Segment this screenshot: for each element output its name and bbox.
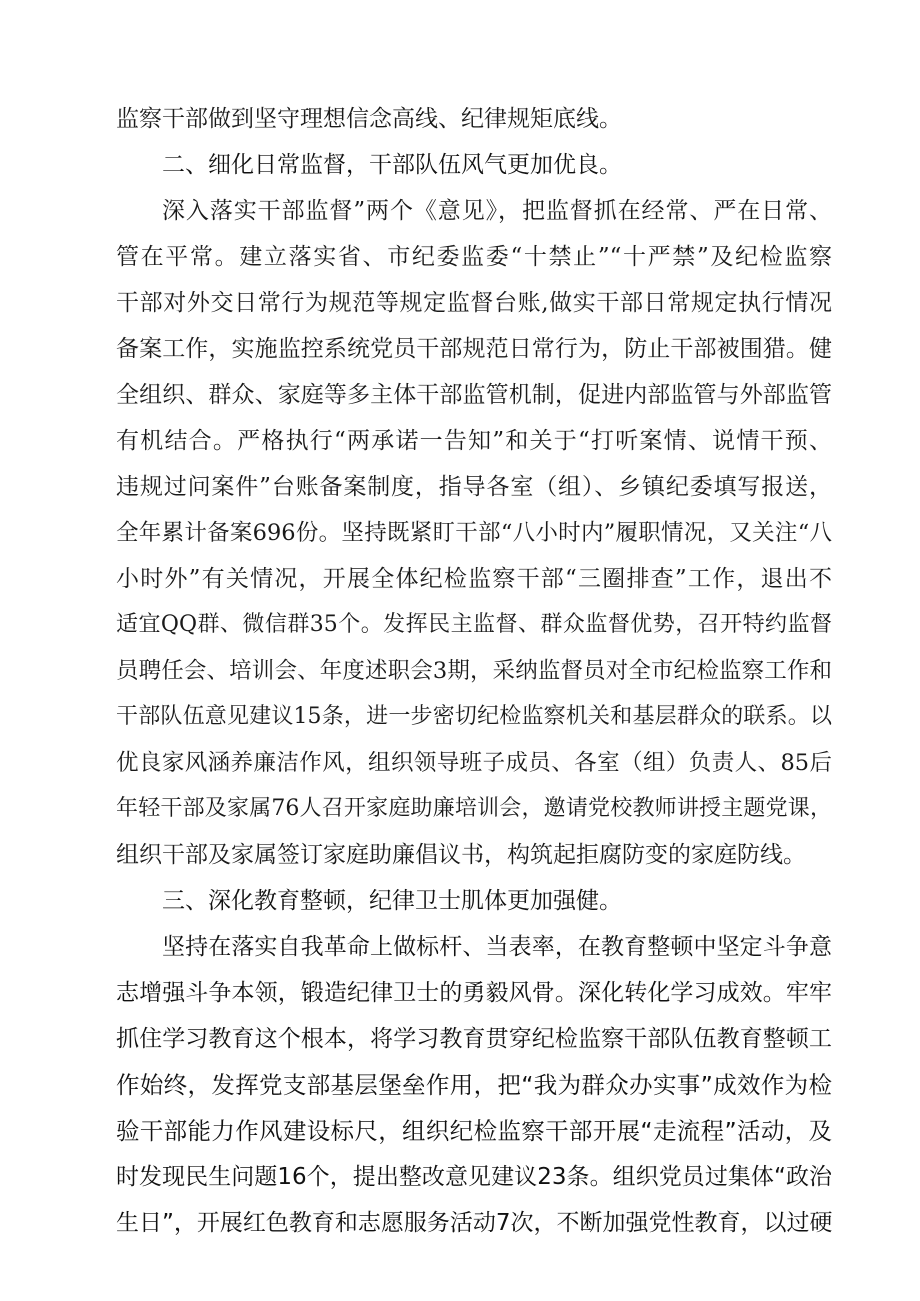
paragraph-line: 干部队伍意见建议15条，进一步密切纪检监察机关和基层群众的联系。以: [116, 704, 832, 729]
paragraph-line: 备案工作，实施监控系统党员干部规范日常行为，防止干部被围猎。健: [116, 336, 832, 362]
paragraph-line: 志增强斗争本领，锻造纪律卫士的勇毅风骨。深化转化学习成效。牢牢: [116, 980, 832, 1006]
paragraph-line: 深入落实干部监督”两个《意见》，把监督抓在经常、严在日常、: [162, 198, 832, 224]
paragraph-line: 坚持在落实自我革命上做标杆、当表率，在教育整顿中坚定斗争意: [162, 934, 832, 960]
paragraph-line: 违规过问案件”台账备案制度，指导各室（组）、乡镇纪委填写报送，: [116, 474, 832, 500]
paragraph-line: 监察干部做到坚守理想信念高线、纪律规矩底线。: [116, 106, 622, 132]
paragraph-line: 组织干部及家属签订家庭助廉倡议书，构筑起拒腐防变的家庭防线。: [116, 842, 806, 868]
paragraph-line: 全年累计备案696份。坚持既紧盯干部“八小时内”履职情况，又关注“八: [116, 520, 832, 546]
paragraph-line: 验干部能力作风建设标尺，组织纪检监察干部开展“走流程”活动，及: [116, 1117, 832, 1145]
paragraph-line: 小时外”有关情况，开展全体纪检监察干部“三圈排查”工作，退出不: [116, 566, 832, 592]
section-heading-3: 三、深化教育整顿，纪律卫士肌体更加强健。: [162, 888, 622, 914]
paragraph-line: 抓住学习教育这个根本，将学习教育贯穿纪检监察干部队伍教育整顿工: [116, 1026, 832, 1052]
section-heading-2: 二、细化日常监督，干部队伍风气更加优良。: [162, 152, 622, 178]
paragraph-line: 全组织、群众、家庭等多主体干部监管机制，促进内部监管与外部监管: [116, 382, 832, 408]
paragraph-line: 作始终，发挥党支部基层堡垒作用，把“我为群众办实事”成效作为检: [116, 1071, 832, 1099]
paragraph-line: 生日”，开展红色教育和志愿服务活动7次，不断加强党性教育，以过硬: [116, 1210, 833, 1236]
paragraph-line: 年轻干部及家属76人召开家庭助廉培训会，邀请党校教师讲授主题党课，: [116, 796, 832, 821]
paragraph-line: 优良家风涵养廉洁作风，组织领导班子成员、各室（组）负责人、85后: [116, 750, 832, 776]
paragraph-line: 干部对外交日常行为规范等规定监督台账,做实干部日常规定执行情况: [116, 290, 832, 316]
paragraph-line: 时发现民生问题16个，提出整改意见建议23条。组织党员过集体“政治: [116, 1164, 832, 1190]
paragraph-line: 员聘任会、培训会、年度述职会3期，采纳监督员对全市纪检监察工作和: [116, 658, 832, 684]
paragraph-line: 适宜QQ群、微信群35个。发挥民主监督、群众监督优势，召开特约监督: [116, 612, 832, 637]
paragraph-line: 管在平常。建立落实省、市纪委监委“十禁止”“十严禁”及纪检监察: [116, 244, 832, 270]
paragraph-line: 有机结合。严格执行“两承诺一告知”和关于“打听案情、说情干预、: [116, 428, 832, 454]
